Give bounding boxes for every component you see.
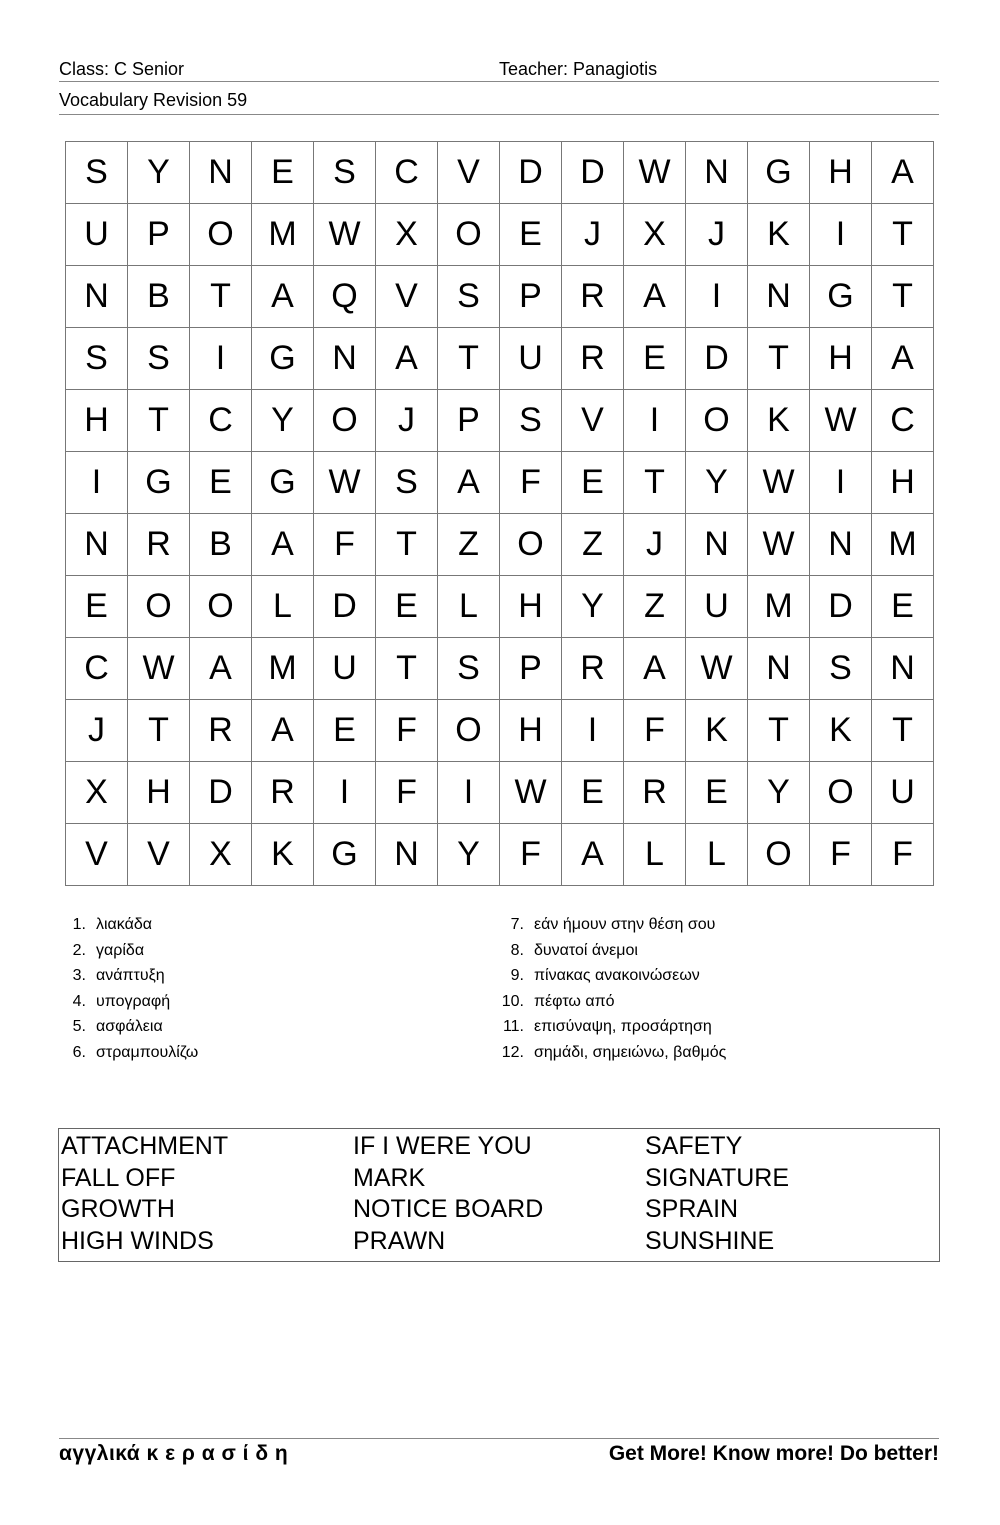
grid-cell[interactable]: G <box>252 452 314 514</box>
grid-cell[interactable]: R <box>562 266 624 328</box>
grid-cell[interactable]: S <box>66 142 128 204</box>
grid-cell[interactable]: M <box>872 514 934 576</box>
grid-cell[interactable]: J <box>376 390 438 452</box>
grid-cell[interactable]: K <box>686 700 748 762</box>
grid-row <box>66 390 934 452</box>
grid-cell[interactable]: T <box>748 700 810 762</box>
clue-item <box>490 938 726 964</box>
grid-cell[interactable]: S <box>438 266 500 328</box>
clue-item <box>490 912 726 938</box>
grid-cell[interactable]: N <box>314 328 376 390</box>
word-bank-column-1 <box>61 1131 228 1257</box>
word-bank-word: ATTACHMENT <box>61 1132 229 1160</box>
grid-row <box>66 576 934 638</box>
grid-cell[interactable]: A <box>872 328 934 390</box>
grid-cell[interactable]: Y <box>128 142 190 204</box>
grid-cell[interactable]: R <box>624 762 686 824</box>
grid-cell[interactable]: D <box>562 142 624 204</box>
word-bank-word: HIGH WINDS <box>61 1226 214 1255</box>
grid-cell[interactable]: F <box>872 824 934 886</box>
grid-cell[interactable]: K <box>252 824 314 886</box>
grid-cell[interactable]: R <box>252 762 314 824</box>
grid-cell[interactable]: W <box>748 514 810 576</box>
clue-number: 6. <box>72 1043 86 1061</box>
grid-cell[interactable]: E <box>252 142 314 204</box>
clue-text: υπογραφή <box>96 992 171 1010</box>
grid-cell[interactable]: N <box>748 266 810 328</box>
grid-cell[interactable]: P <box>128 204 190 266</box>
class-label: Class: C Senior <box>59 59 185 79</box>
grid-row <box>66 824 934 886</box>
grid-cell[interactable]: I <box>686 266 748 328</box>
header-row <box>59 59 939 82</box>
grid-cell[interactable]: V <box>438 142 500 204</box>
word-bank-word: GROWTH <box>61 1195 175 1224</box>
grid-cell[interactable]: H <box>872 452 934 514</box>
clue-item <box>490 963 726 989</box>
clue-text: εάν ήμουν στην θέση σου <box>534 916 716 933</box>
grid-cell[interactable]: O <box>748 824 810 886</box>
grid-cell[interactable]: N <box>872 638 934 700</box>
grid-row <box>66 328 934 390</box>
grid-cell[interactable]: F <box>500 824 562 886</box>
teacher-label: Teacher: Panagiotis <box>499 59 658 79</box>
grid-row <box>66 266 934 328</box>
grid-row <box>66 638 934 700</box>
grid-cell[interactable]: H <box>500 700 562 762</box>
grid-cell[interactable]: N <box>376 824 438 886</box>
grid-cell[interactable]: E <box>624 328 686 390</box>
grid-cell[interactable]: Y <box>438 824 500 886</box>
clue-number: 10. <box>501 992 524 1010</box>
grid-cell[interactable]: P <box>438 390 500 452</box>
grid-row <box>66 514 934 576</box>
grid-cell[interactable]: T <box>624 452 686 514</box>
grid-cell[interactable]: F <box>500 452 562 514</box>
grid-cell[interactable]: G <box>810 266 872 328</box>
clue-number: 4. <box>72 992 86 1010</box>
grid-cell[interactable]: I <box>624 390 686 452</box>
grid-cell[interactable]: G <box>314 824 376 886</box>
grid-cell[interactable]: I <box>190 328 252 390</box>
grid-cell[interactable]: T <box>872 266 934 328</box>
grid-cell[interactable]: S <box>376 452 438 514</box>
word-bank <box>58 1128 940 1262</box>
grid-cell[interactable]: X <box>376 204 438 266</box>
grid-cell[interactable]: U <box>686 576 748 638</box>
grid-cell[interactable]: V <box>376 266 438 328</box>
grid-cell[interactable]: C <box>66 638 128 700</box>
grid-cell[interactable]: L <box>624 824 686 886</box>
word-bank-word: SIGNATURE <box>645 1163 789 1192</box>
grid-cell[interactable]: K <box>748 204 810 266</box>
grid-cell[interactable]: M <box>252 638 314 700</box>
grid-cell[interactable]: I <box>562 700 624 762</box>
grid-cell[interactable]: T <box>872 700 934 762</box>
word-bank-word: MARK <box>353 1163 426 1192</box>
grid-cell[interactable]: J <box>624 514 686 576</box>
grid-cell[interactable]: C <box>190 390 252 452</box>
word-bank-word: PRAWN <box>353 1226 446 1255</box>
grid-cell[interactable]: L <box>252 576 314 638</box>
grid-cell[interactable]: Y <box>686 452 748 514</box>
grid-cell[interactable]: S <box>438 638 500 700</box>
grid-cell[interactable]: E <box>686 762 748 824</box>
grid-cell[interactable]: D <box>810 576 872 638</box>
grid-cell[interactable]: D <box>190 762 252 824</box>
grid-cell[interactable]: X <box>66 762 128 824</box>
grid-cell[interactable]: Z <box>562 514 624 576</box>
grid-cell[interactable]: C <box>872 390 934 452</box>
grid-cell[interactable]: T <box>438 328 500 390</box>
grid-cell[interactable]: Y <box>562 576 624 638</box>
grid-cell[interactable]: G <box>252 328 314 390</box>
word-bank-word: SPRAIN <box>645 1195 739 1224</box>
grid-cell[interactable]: N <box>748 638 810 700</box>
clue-item <box>60 963 198 989</box>
grid-cell[interactable]: F <box>810 824 872 886</box>
grid-cell[interactable]: E <box>500 204 562 266</box>
grid-cell[interactable]: E <box>66 576 128 638</box>
clue-item <box>490 989 726 1015</box>
grid-cell[interactable]: O <box>686 390 748 452</box>
grid-cell[interactable]: B <box>190 514 252 576</box>
grid-cell[interactable]: X <box>624 204 686 266</box>
word-bank-column-2 <box>353 1131 543 1257</box>
grid-cell[interactable]: A <box>190 638 252 700</box>
clue-item <box>60 938 198 964</box>
grid-cell[interactable]: D <box>500 142 562 204</box>
grid-cell[interactable]: Y <box>748 762 810 824</box>
clue-item <box>490 1040 726 1066</box>
grid-cell[interactable]: Z <box>624 576 686 638</box>
word-bank-word: IF I WERE YOU <box>353 1132 532 1160</box>
clue-number: 9. <box>510 967 524 985</box>
grid-cell[interactable]: A <box>562 824 624 886</box>
grid-cell[interactable]: I <box>810 452 872 514</box>
grid-cell[interactable]: E <box>190 452 252 514</box>
grid-cell[interactable]: R <box>562 328 624 390</box>
grid-cell[interactable]: V <box>128 824 190 886</box>
grid-cell[interactable]: B <box>128 266 190 328</box>
grid-cell[interactable]: A <box>252 700 314 762</box>
grid-cell[interactable]: N <box>686 514 748 576</box>
grid-cell[interactable]: O <box>438 204 500 266</box>
grid-cell[interactable]: N <box>810 514 872 576</box>
grid-cell[interactable]: I <box>66 452 128 514</box>
word-search-grid <box>65 141 934 886</box>
word-bank-word: NOTICE BOARD <box>353 1195 544 1224</box>
clue-text: δυνατοί άνεμοι <box>534 941 638 959</box>
grid-cell[interactable]: H <box>500 576 562 638</box>
grid-cell[interactable]: S <box>314 142 376 204</box>
clue-item <box>60 1014 198 1040</box>
grid-cell[interactable]: G <box>748 142 810 204</box>
page-title: Vocabulary Revision 59 <box>59 90 248 110</box>
grid-cell[interactable]: A <box>438 452 500 514</box>
grid-cell[interactable]: T <box>128 390 190 452</box>
grid-cell[interactable]: N <box>66 514 128 576</box>
clue-item <box>60 912 198 938</box>
grid-cell[interactable]: T <box>128 700 190 762</box>
grid-cell[interactable]: A <box>872 142 934 204</box>
grid-cell[interactable]: W <box>624 142 686 204</box>
grid-cell[interactable]: K <box>748 390 810 452</box>
grid-cell[interactable]: H <box>810 328 872 390</box>
grid-cell[interactable]: R <box>190 700 252 762</box>
grid-cell[interactable]: W <box>314 204 376 266</box>
grid-cell[interactable]: T <box>376 514 438 576</box>
grid-cell[interactable]: S <box>810 638 872 700</box>
grid-cell[interactable]: G <box>128 452 190 514</box>
grid-cell[interactable]: N <box>686 142 748 204</box>
word-bank-word: SAFETY <box>645 1132 743 1160</box>
grid-cell[interactable]: P <box>500 638 562 700</box>
grid-cell[interactable]: O <box>128 576 190 638</box>
word-bank-column-3 <box>645 1131 789 1257</box>
grid-cell[interactable]: O <box>190 204 252 266</box>
grid-cell[interactable]: M <box>748 576 810 638</box>
grid-cell[interactable]: W <box>500 762 562 824</box>
grid-cell[interactable]: R <box>128 514 190 576</box>
grid-cell[interactable]: F <box>376 700 438 762</box>
grid-cell[interactable]: H <box>66 390 128 452</box>
grid-cell[interactable]: Z <box>438 514 500 576</box>
clue-number: 12. <box>501 1043 524 1061</box>
grid-row <box>66 700 934 762</box>
grid-cell[interactable]: J <box>686 204 748 266</box>
grid-cell[interactable]: Y <box>252 390 314 452</box>
grid-cell[interactable]: U <box>314 638 376 700</box>
grid-cell[interactable]: U <box>500 328 562 390</box>
clue-number: 2. <box>72 941 86 959</box>
grid-cell[interactable]: O <box>190 576 252 638</box>
grid-cell[interactable]: W <box>810 390 872 452</box>
clue-number: 3. <box>72 967 86 985</box>
footer-brand: αγγλικά κ ε ρ α σ ί δ η <box>59 1442 289 1465</box>
grid-cell[interactable]: D <box>314 576 376 638</box>
grid-cell[interactable]: J <box>66 700 128 762</box>
clue-number: 8. <box>510 941 524 959</box>
clue-number: 7. <box>510 916 524 933</box>
grid-cell[interactable]: L <box>686 824 748 886</box>
word-bank-word: SUNSHINE <box>645 1226 775 1255</box>
clue-text: λιακάδα <box>96 916 153 933</box>
grid-cell[interactable]: K <box>810 700 872 762</box>
clue-text: πέφτω από <box>534 992 615 1010</box>
grid-cell[interactable]: C <box>376 142 438 204</box>
grid-cell[interactable]: U <box>66 204 128 266</box>
grid-cell[interactable]: E <box>562 452 624 514</box>
grid-cell[interactable]: H <box>810 142 872 204</box>
grid-cell[interactable]: H <box>128 762 190 824</box>
grid-row <box>66 204 934 266</box>
grid-cell[interactable]: W <box>748 452 810 514</box>
grid-cell[interactable]: V <box>562 390 624 452</box>
grid-cell[interactable]: F <box>624 700 686 762</box>
grid-cell[interactable]: M <box>252 204 314 266</box>
footer-slogan: Get More! Know more! Do better! <box>608 1442 939 1465</box>
grid-cell[interactable]: L <box>438 576 500 638</box>
grid-cell[interactable]: N <box>190 142 252 204</box>
grid-row <box>66 452 934 514</box>
grid-cell[interactable]: U <box>872 762 934 824</box>
clue-item <box>60 1040 198 1066</box>
grid-cell[interactable]: F <box>314 514 376 576</box>
grid-cell[interactable]: I <box>314 762 376 824</box>
grid-cell[interactable]: O <box>500 514 562 576</box>
grid-cell[interactable]: S <box>66 328 128 390</box>
clue-text: πίνακας ανακοινώσεων <box>534 967 700 985</box>
grid-cell[interactable]: E <box>562 762 624 824</box>
grid-cell[interactable]: O <box>810 762 872 824</box>
grid-cell[interactable]: J <box>562 204 624 266</box>
grid-cell[interactable]: T <box>190 266 252 328</box>
grid-cell[interactable]: T <box>748 328 810 390</box>
grid-cell[interactable]: W <box>314 452 376 514</box>
clue-text: σημάδι, σημειώνω, βαθμός <box>534 1043 727 1061</box>
clue-text: ασφάλεια <box>96 1018 163 1036</box>
clue-list-left <box>60 912 198 1066</box>
grid-cell[interactable]: S <box>500 390 562 452</box>
grid-cell[interactable]: E <box>376 576 438 638</box>
grid-row <box>66 762 934 824</box>
grid-cell[interactable]: X <box>190 824 252 886</box>
grid-cell[interactable]: D <box>686 328 748 390</box>
grid-row <box>66 142 934 204</box>
grid-cell[interactable]: O <box>438 700 500 762</box>
grid-cell[interactable]: N <box>66 266 128 328</box>
grid-cell[interactable]: A <box>252 514 314 576</box>
grid-cell[interactable]: I <box>438 762 500 824</box>
clue-list-right <box>490 912 726 1066</box>
grid-cell[interactable]: O <box>314 390 376 452</box>
clue-item <box>60 989 198 1015</box>
grid-cell[interactable]: Q <box>314 266 376 328</box>
clue-number: 1. <box>72 916 86 933</box>
clue-text: γαρίδα <box>96 941 145 959</box>
grid-cell[interactable]: E <box>872 576 934 638</box>
clue-number: 5. <box>72 1018 86 1036</box>
grid-cell[interactable]: A <box>624 638 686 700</box>
footer-divider <box>59 1438 939 1439</box>
grid-cell[interactable]: A <box>252 266 314 328</box>
word-bank-word: FALL OFF <box>61 1163 176 1192</box>
grid-cell[interactable]: V <box>66 824 128 886</box>
grid-cell[interactable]: T <box>376 638 438 700</box>
subtitle-row <box>59 90 939 115</box>
grid-cell[interactable]: R <box>562 638 624 700</box>
clue-text: ανάπτυξη <box>96 967 165 985</box>
clue-number: 11. <box>502 1018 524 1036</box>
grid-cell[interactable]: S <box>128 328 190 390</box>
grid-cell[interactable]: T <box>872 204 934 266</box>
clue-text: επισύναψη, προσάρτηση <box>534 1018 712 1036</box>
grid-cell[interactable]: I <box>810 204 872 266</box>
grid-cell[interactable]: F <box>376 762 438 824</box>
clue-item <box>490 1014 726 1040</box>
grid-cell[interactable]: A <box>624 266 686 328</box>
grid-cell[interactable]: E <box>314 700 376 762</box>
clue-text: στραμπουλίζω <box>96 1043 199 1061</box>
grid-cell[interactable]: P <box>500 266 562 328</box>
grid-cell[interactable]: W <box>128 638 190 700</box>
grid-cell[interactable]: W <box>686 638 748 700</box>
grid-cell[interactable]: A <box>376 328 438 390</box>
